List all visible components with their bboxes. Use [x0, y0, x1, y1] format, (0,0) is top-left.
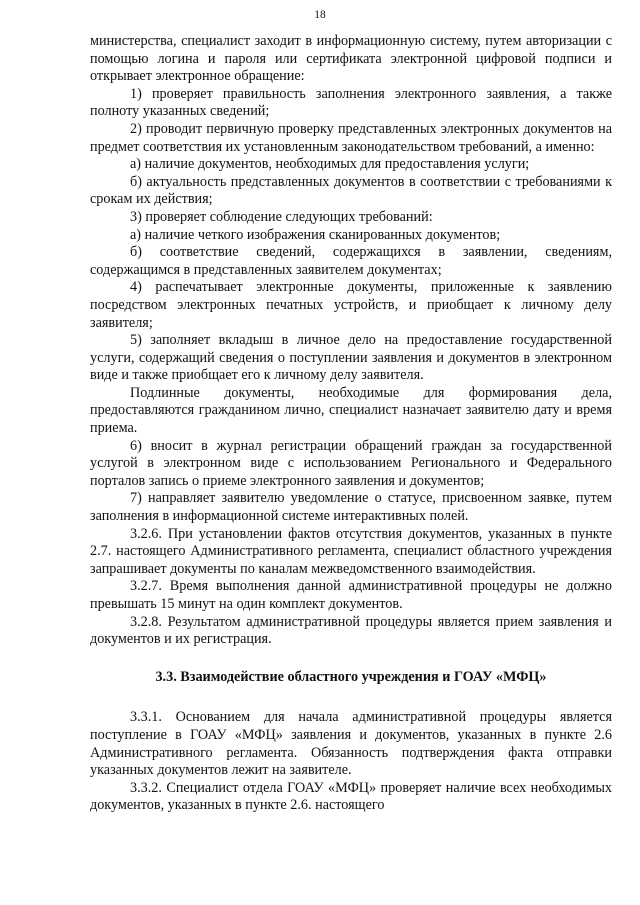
paragraph: 1) проверяет правильность заполнения электронного заявления, а также полноту указанных сведений; [90, 85, 612, 120]
paragraph: 3.2.8. Результатом административной процедуры является прием заявления и документов и их регистрация. [90, 613, 612, 648]
paragraph: министерства, специалист заходит в информационную систему, путем авторизации с помощью логина и пароля или сертификата электронной цифровой подписи и открывает электронное обращение: [90, 33, 612, 85]
document-body [90, 33, 612, 815]
paragraph: 4) распечатывает электронные документы, приложенные к заявлению посредством электронных печатных устройств, и приобщает к личному делу заявителя; [90, 279, 612, 331]
paragraph: 3.3.2. Специалист отдела ГОАУ «МФЦ» проверяет наличие всех необходимых документов, указанных в пункте 2.6. настоящего [90, 779, 612, 814]
paragraph: 7) направляет заявителю уведомление о статусе, присвоенном заявке, путем заполнения в информационной системе интерактивных полей. [90, 490, 612, 525]
paragraph: 3.2.7. Время выполнения данной административной процедуры не должно превышать 15 минут на один комплект документов. [90, 578, 612, 612]
paragraph: 3.2.6. При установлении фактов отсутствия документов, указанных в пункте 2.7. настоящего Административного регламента, специалист областного учреждения запрашивает документы по каналам межведомственного взаимодействия. [90, 525, 612, 577]
paragraph: а) наличие четкого изображения сканированных документов; [130, 226, 501, 243]
paragraph: б) актуальность представленных документов в соответствии с требованиями к срокам их действия; [90, 173, 612, 208]
paragraph: 6) вносит в журнал регистрации обращений граждан за государственной услугой в электронном виде с использованием Регионального и Федерального порталов запись о приеме электронного заявления и документов; [90, 437, 612, 489]
section-heading: 3.3. Взаимодействие областного учреждения и ГОАУ «МФЦ» [155, 668, 547, 685]
paragraph: а) наличие документов, необходимых для предоставления услуги; [130, 156, 530, 173]
paragraph: 5) заполняет вкладыш в личное дело на предоставление государственной услуги, содержащий сведения о поступлении заявления и документов в электронном виде и также приобщает его к личному делу заявителя. [90, 332, 612, 384]
paragraph: 2) проводит первичную проверку представленных электронных документов на предмет соответствия их установленным законодательством требований, а именно: [90, 120, 612, 155]
paragraph: Подлинные документы, необходимые для формирования дела, предоставляются гражданином лично, специалист назначает заявителю дату и время приема. [90, 384, 612, 437]
page-number: 18 [314, 9, 326, 21]
paragraph: 3.3.1. Основанием для начала административной процедуры является поступление в ГОАУ «МФЦ» заявления и документов, указанных в пункте 2.6 Административного регламента. Обязанность подтверждения факта отправки указанных документов лежит на заявителе. [90, 709, 612, 779]
paragraph: б) соответствие сведений, содержащихся в заявлении, сведениям, содержащимся в представленных заявителем документах; [90, 244, 612, 278]
paragraph: 3) проверяет соблюдение следующих требований: [130, 208, 433, 225]
